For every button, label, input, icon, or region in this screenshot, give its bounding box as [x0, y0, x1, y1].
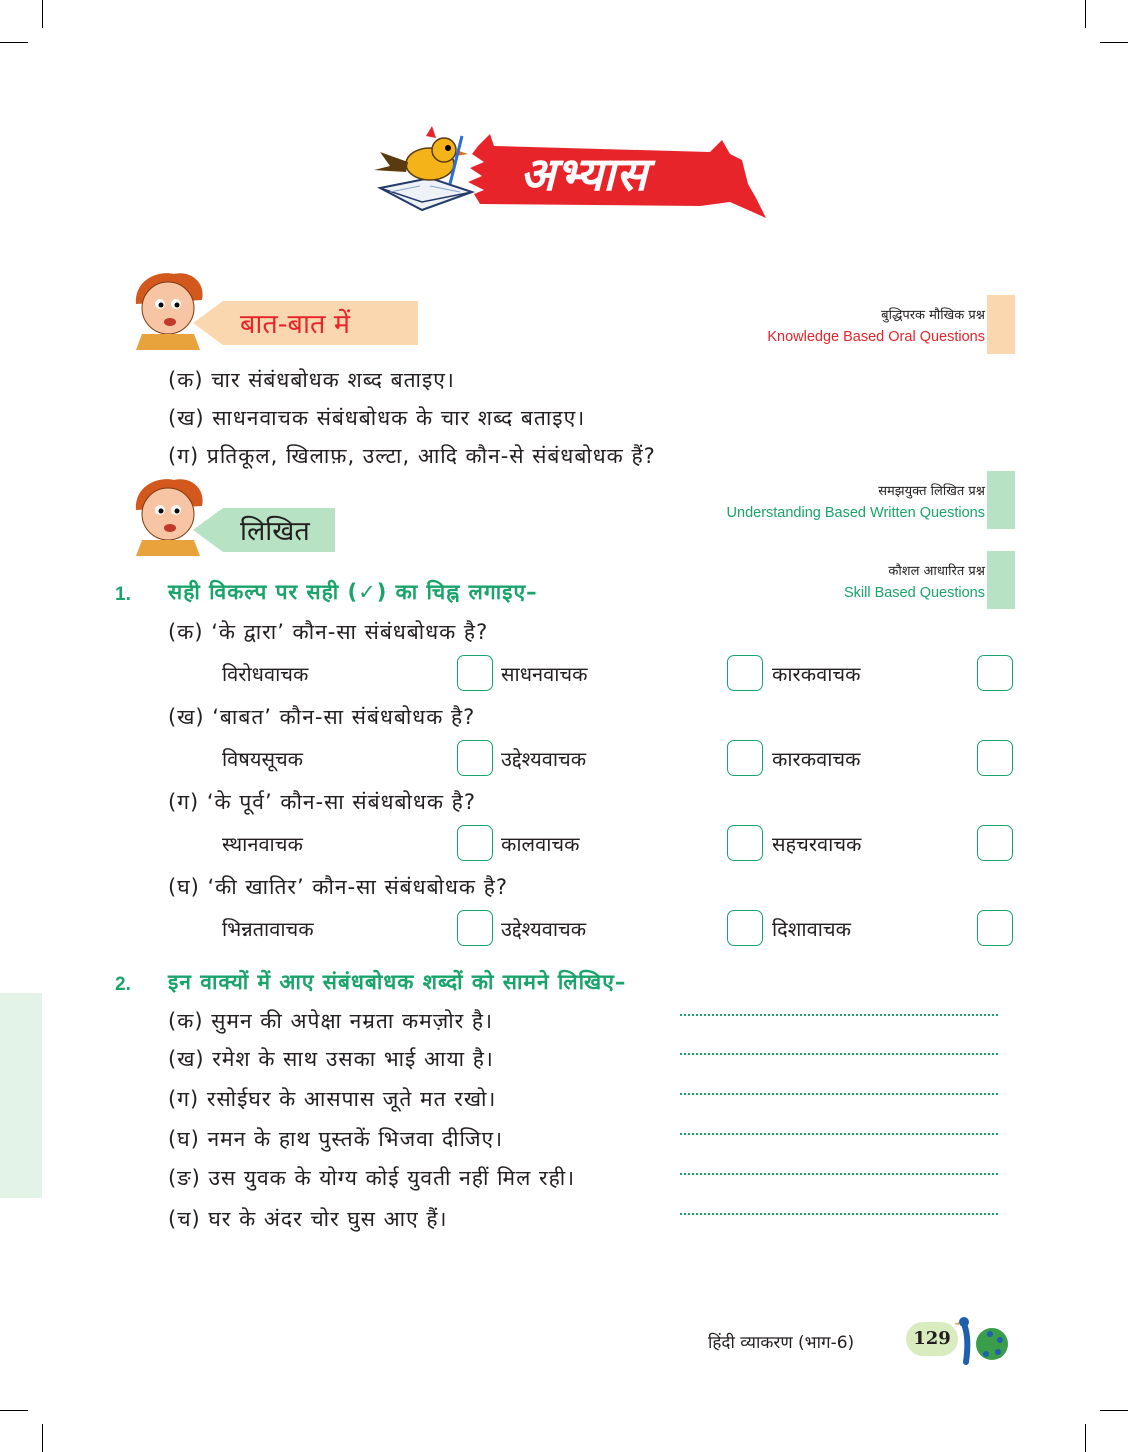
q1-option: कारकवाचक — [772, 747, 861, 771]
q1-option-checkbox[interactable] — [727, 740, 763, 776]
q1-heading: सही विकल्प पर सही (✓) का चिह्न लगाइए– — [168, 580, 538, 604]
q1-number: 1. — [115, 584, 131, 605]
written-type-hindi: समझयुक्त लिखित प्रश्न — [878, 484, 985, 499]
q1-option: स्थानवाचक — [222, 832, 303, 856]
crop-mark — [1085, 0, 1086, 28]
crop-mark — [42, 1424, 43, 1452]
q1-option: भिन्नतावाचक — [222, 917, 314, 941]
banner-title: अभ्यास — [520, 147, 648, 201]
margin-strip — [0, 993, 42, 1198]
peacock-icon — [954, 1312, 1010, 1368]
oral-tag: बात-बात में — [240, 309, 351, 340]
q1-option: दिशावाचक — [772, 917, 851, 941]
q1-option: कारकवाचक — [772, 662, 861, 686]
crop-mark — [1085, 1424, 1086, 1452]
q1-option: विरोधवाचक — [222, 662, 309, 686]
q2-sentence: (घ) नमन के हाथ पुस्तकें भिजवा दीजिए। — [168, 1127, 504, 1151]
answer-line[interactable] — [680, 1173, 998, 1175]
q1-option-checkbox[interactable] — [727, 655, 763, 691]
q2-sentence: (ख) रमेश के साथ उसका भाई आया है। — [168, 1047, 494, 1071]
skill-type-english: Skill Based Questions — [843, 585, 985, 601]
written-tag: लिखित — [240, 516, 310, 547]
crop-mark — [1100, 1410, 1128, 1411]
crop-mark — [1100, 42, 1128, 43]
q1-option-checkbox[interactable] — [457, 825, 493, 861]
footer-book-title: हिंदी व्याकरण (भाग-6) — [708, 1333, 855, 1353]
written-type-english: Understanding Based Written Questions — [726, 505, 985, 521]
answer-line[interactable] — [680, 1014, 998, 1016]
q1-option-checkbox[interactable] — [977, 655, 1013, 691]
q1-option: उद्देश्यवाचक — [501, 917, 587, 941]
oral-question: (ख) साधनवाचक संबंधबोधक के चार शब्द बताइए। — [168, 406, 586, 430]
crop-mark — [0, 42, 28, 43]
q1-option: साधनवाचक — [501, 662, 588, 686]
q1-option: सहचरवाचक — [772, 832, 862, 856]
q2-sentence: (क) सुमन की अपेक्षा नम्रता कमज़ोर है। — [168, 1009, 494, 1033]
bird-writing-illustration — [360, 126, 480, 216]
q1-option-checkbox[interactable] — [977, 910, 1013, 946]
oral-question: (क) चार संबंधबोधक शब्द बताइए। — [168, 368, 455, 392]
crop-mark — [42, 0, 43, 28]
q1-item-label: (घ) ‘की खातिर’ कौन-सा संबंधबोधक है? — [168, 875, 509, 899]
q1-option: विषयसूचक — [222, 747, 304, 771]
written-side-bar — [987, 471, 1015, 529]
q1-option: कालवाचक — [501, 832, 580, 856]
q1-item-label: (ग) ‘के पूर्व’ कौन-सा संबंधबोधक है? — [168, 790, 476, 814]
crop-mark — [0, 1410, 28, 1411]
q1-item-label: (ख) ‘बाबत’ कौन-सा संबंधबोधक है? — [168, 705, 476, 729]
q1-option-checkbox[interactable] — [457, 910, 493, 946]
skill-side-bar — [987, 551, 1015, 609]
oral-type-english: Knowledge Based Oral Questions — [767, 329, 985, 345]
q1-option-checkbox[interactable] — [977, 740, 1013, 776]
page-number: 129 — [913, 1328, 951, 1349]
q2-heading: इन वाक्यों में आए संबंधबोधक शब्दों को सामने लिखिए– — [168, 970, 627, 994]
skill-type-hindi: कौशल आधारित प्रश्न — [888, 564, 985, 579]
q2-sentence: (ग) रसोईघर के आसपास जूते मत रखो। — [168, 1087, 497, 1111]
q1-item-label: (क) ‘के द्वारा’ कौन-सा संबंधबोधक है? — [168, 620, 489, 644]
answer-line[interactable] — [680, 1093, 998, 1095]
answer-line[interactable] — [680, 1133, 998, 1135]
answer-line[interactable] — [680, 1213, 998, 1215]
oral-question: (ग) प्रतिकूल, खिलाफ़, उल्टा, आदि कौन-से संबंधबोधक हैं? — [168, 444, 656, 468]
q2-sentence: (ङ) उस युवक के योग्य कोई युवती नहीं मिल रही। — [168, 1166, 576, 1190]
q2-number: 2. — [115, 974, 131, 995]
oral-type-hindi: बुद्धिपरक मौखिक प्रश्न — [881, 308, 985, 323]
q1-option-checkbox[interactable] — [457, 740, 493, 776]
q1-option-checkbox[interactable] — [457, 655, 493, 691]
q1-option-checkbox[interactable] — [727, 825, 763, 861]
q1-option-checkbox[interactable] — [977, 825, 1013, 861]
answer-line[interactable] — [680, 1053, 998, 1055]
q1-option: उद्देश्यवाचक — [501, 747, 587, 771]
q1-option-checkbox[interactable] — [727, 910, 763, 946]
oral-side-bar — [987, 295, 1015, 354]
q2-sentence: (च) घर के अंदर चोर घुस आए हैं। — [168, 1207, 448, 1231]
